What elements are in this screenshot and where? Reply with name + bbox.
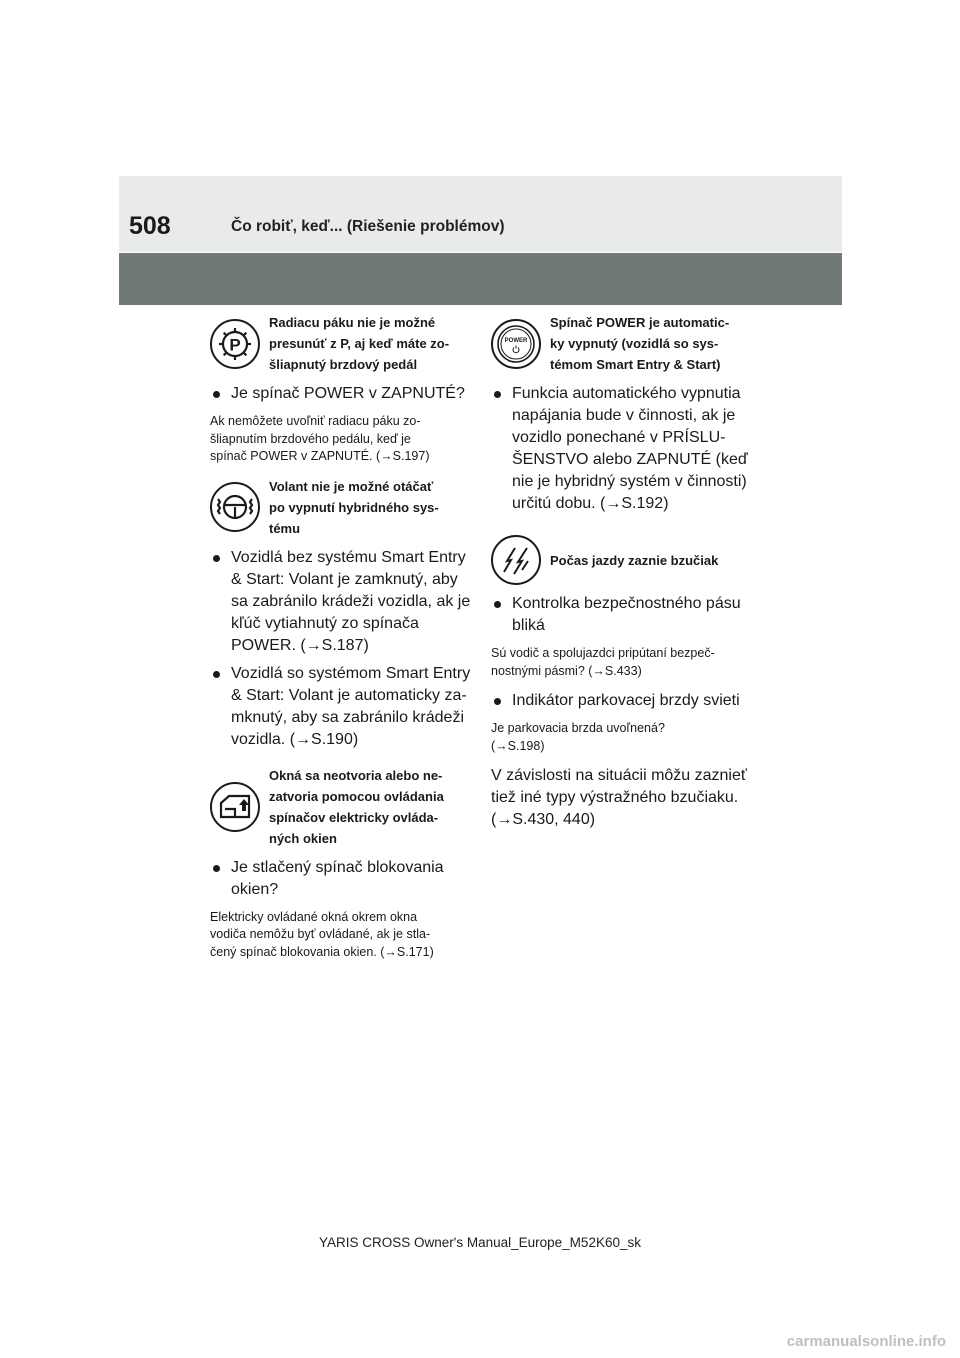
- bullet-dot: [213, 865, 220, 872]
- power-icon-text: POWER: [504, 337, 528, 344]
- topic-label: Okná sa neotvoria alebo ne- zatvoria pomocou ovládania spínačov elektricky ovláda- ných okien: [269, 767, 444, 846]
- topic-steering-lock: [210, 476, 472, 539]
- note-text: Elektricky ovládané okná okrem okna vodiča nemôžu byť ovládané, ak je stla- čený spínač blokovania okien. (→S.171): [210, 909, 434, 959]
- topic-window-lock: [210, 765, 472, 849]
- right-column: [491, 312, 753, 837]
- bullet-dot: [494, 391, 501, 398]
- bullet-item: Vozidlá bez systému Smart Entry & Start: Volant je zamknutý, aby sa zabránilo krádeži vozidla, ak je kľúč vytiahnutý zo spínača POWER. (→S.187): [210, 547, 472, 657]
- bullet-item: Je stlačený spínač blokovania okien?: [210, 857, 472, 901]
- svg-text:P: P: [229, 335, 241, 354]
- park-gear-icon: [210, 319, 260, 369]
- paragraph-text: V závislosti na situácii môžu zaznieť tiež iné typy výstražného bzučiaku. (→S.430, 440): [491, 767, 747, 828]
- topic-park-gear: [210, 312, 472, 375]
- bullet-dot: [494, 698, 501, 705]
- steering-lock-icon: [210, 482, 260, 532]
- bullet-item: Vozidlá so systémom Smart Entry & Start: Volant je automaticky za- mknutý, aby sa zabránilo krádeži vozidla. (→S.190): [210, 663, 472, 751]
- note-text: Ak nemôžete uvoľniť radiacu páku zo- šliapnutím brzdového pedálu, keď je spínač POWER v ZAPNUTÉ. (→S.197): [210, 414, 430, 463]
- left-column: [210, 312, 472, 971]
- topic-label: Volant nie je možné otáčať po vypnutí hybridného sys- tému: [269, 478, 439, 536]
- bullet-dot: [213, 391, 220, 398]
- bullet-dot: [494, 601, 501, 608]
- buzzer-warning-icon: [491, 535, 541, 585]
- footer-text: YARIS CROSS Owner's Manual_Europe_M52K60_sk: [319, 1235, 641, 1250]
- bullet-item: Indikátor parkovacej brzdy svieti: [491, 690, 753, 712]
- note-text: Je parkovacia brzda uvoľnená? (→S.198): [491, 721, 665, 753]
- topic-label: Radiacu páku nie je možné presunúť z P, aj keď máte zo- šliapnutý brzdový pedál: [269, 315, 450, 372]
- bullet-item: Kontrolka bezpečnostného pásu bliká: [491, 593, 753, 637]
- topic-buzzer: [491, 535, 753, 585]
- section-title: Čo robiť, keď... (Riešenie problémov): [231, 218, 505, 235]
- bullet-item: Je spínač POWER v ZAPNUTÉ?: [210, 383, 472, 405]
- bullet-dot: [213, 671, 220, 678]
- bullet-item: Funkcia automatického vypnutia napájania bude v činnosti, ak je vozidlo ponechané v PRÍSLU- ŠENSTVO alebo ZAPNUTÉ (keď nie je hybridný systém v činnosti) určitú dobu. (→S.192): [491, 383, 753, 515]
- bullet-dot: [213, 555, 220, 562]
- topic-power-switch: [491, 312, 753, 375]
- power-button-icon: [491, 319, 541, 369]
- title-bar: [119, 253, 842, 305]
- topic-label: Počas jazdy zaznie bzučiak: [550, 552, 719, 568]
- note-text: Sú vodič a spolujazdci pripútaní bezpeč- nostnými pásmi? (→S.433): [491, 646, 715, 678]
- topic-label: Spínač POWER je automatic- ky vypnutý (vozidlá so sys- témom Smart Entry & Start): [550, 315, 730, 372]
- header-band: [119, 176, 842, 252]
- watermark: carmanualsonline.info: [786, 1333, 946, 1350]
- window-lock-icon: [210, 782, 260, 832]
- page-number: 508: [129, 212, 171, 240]
